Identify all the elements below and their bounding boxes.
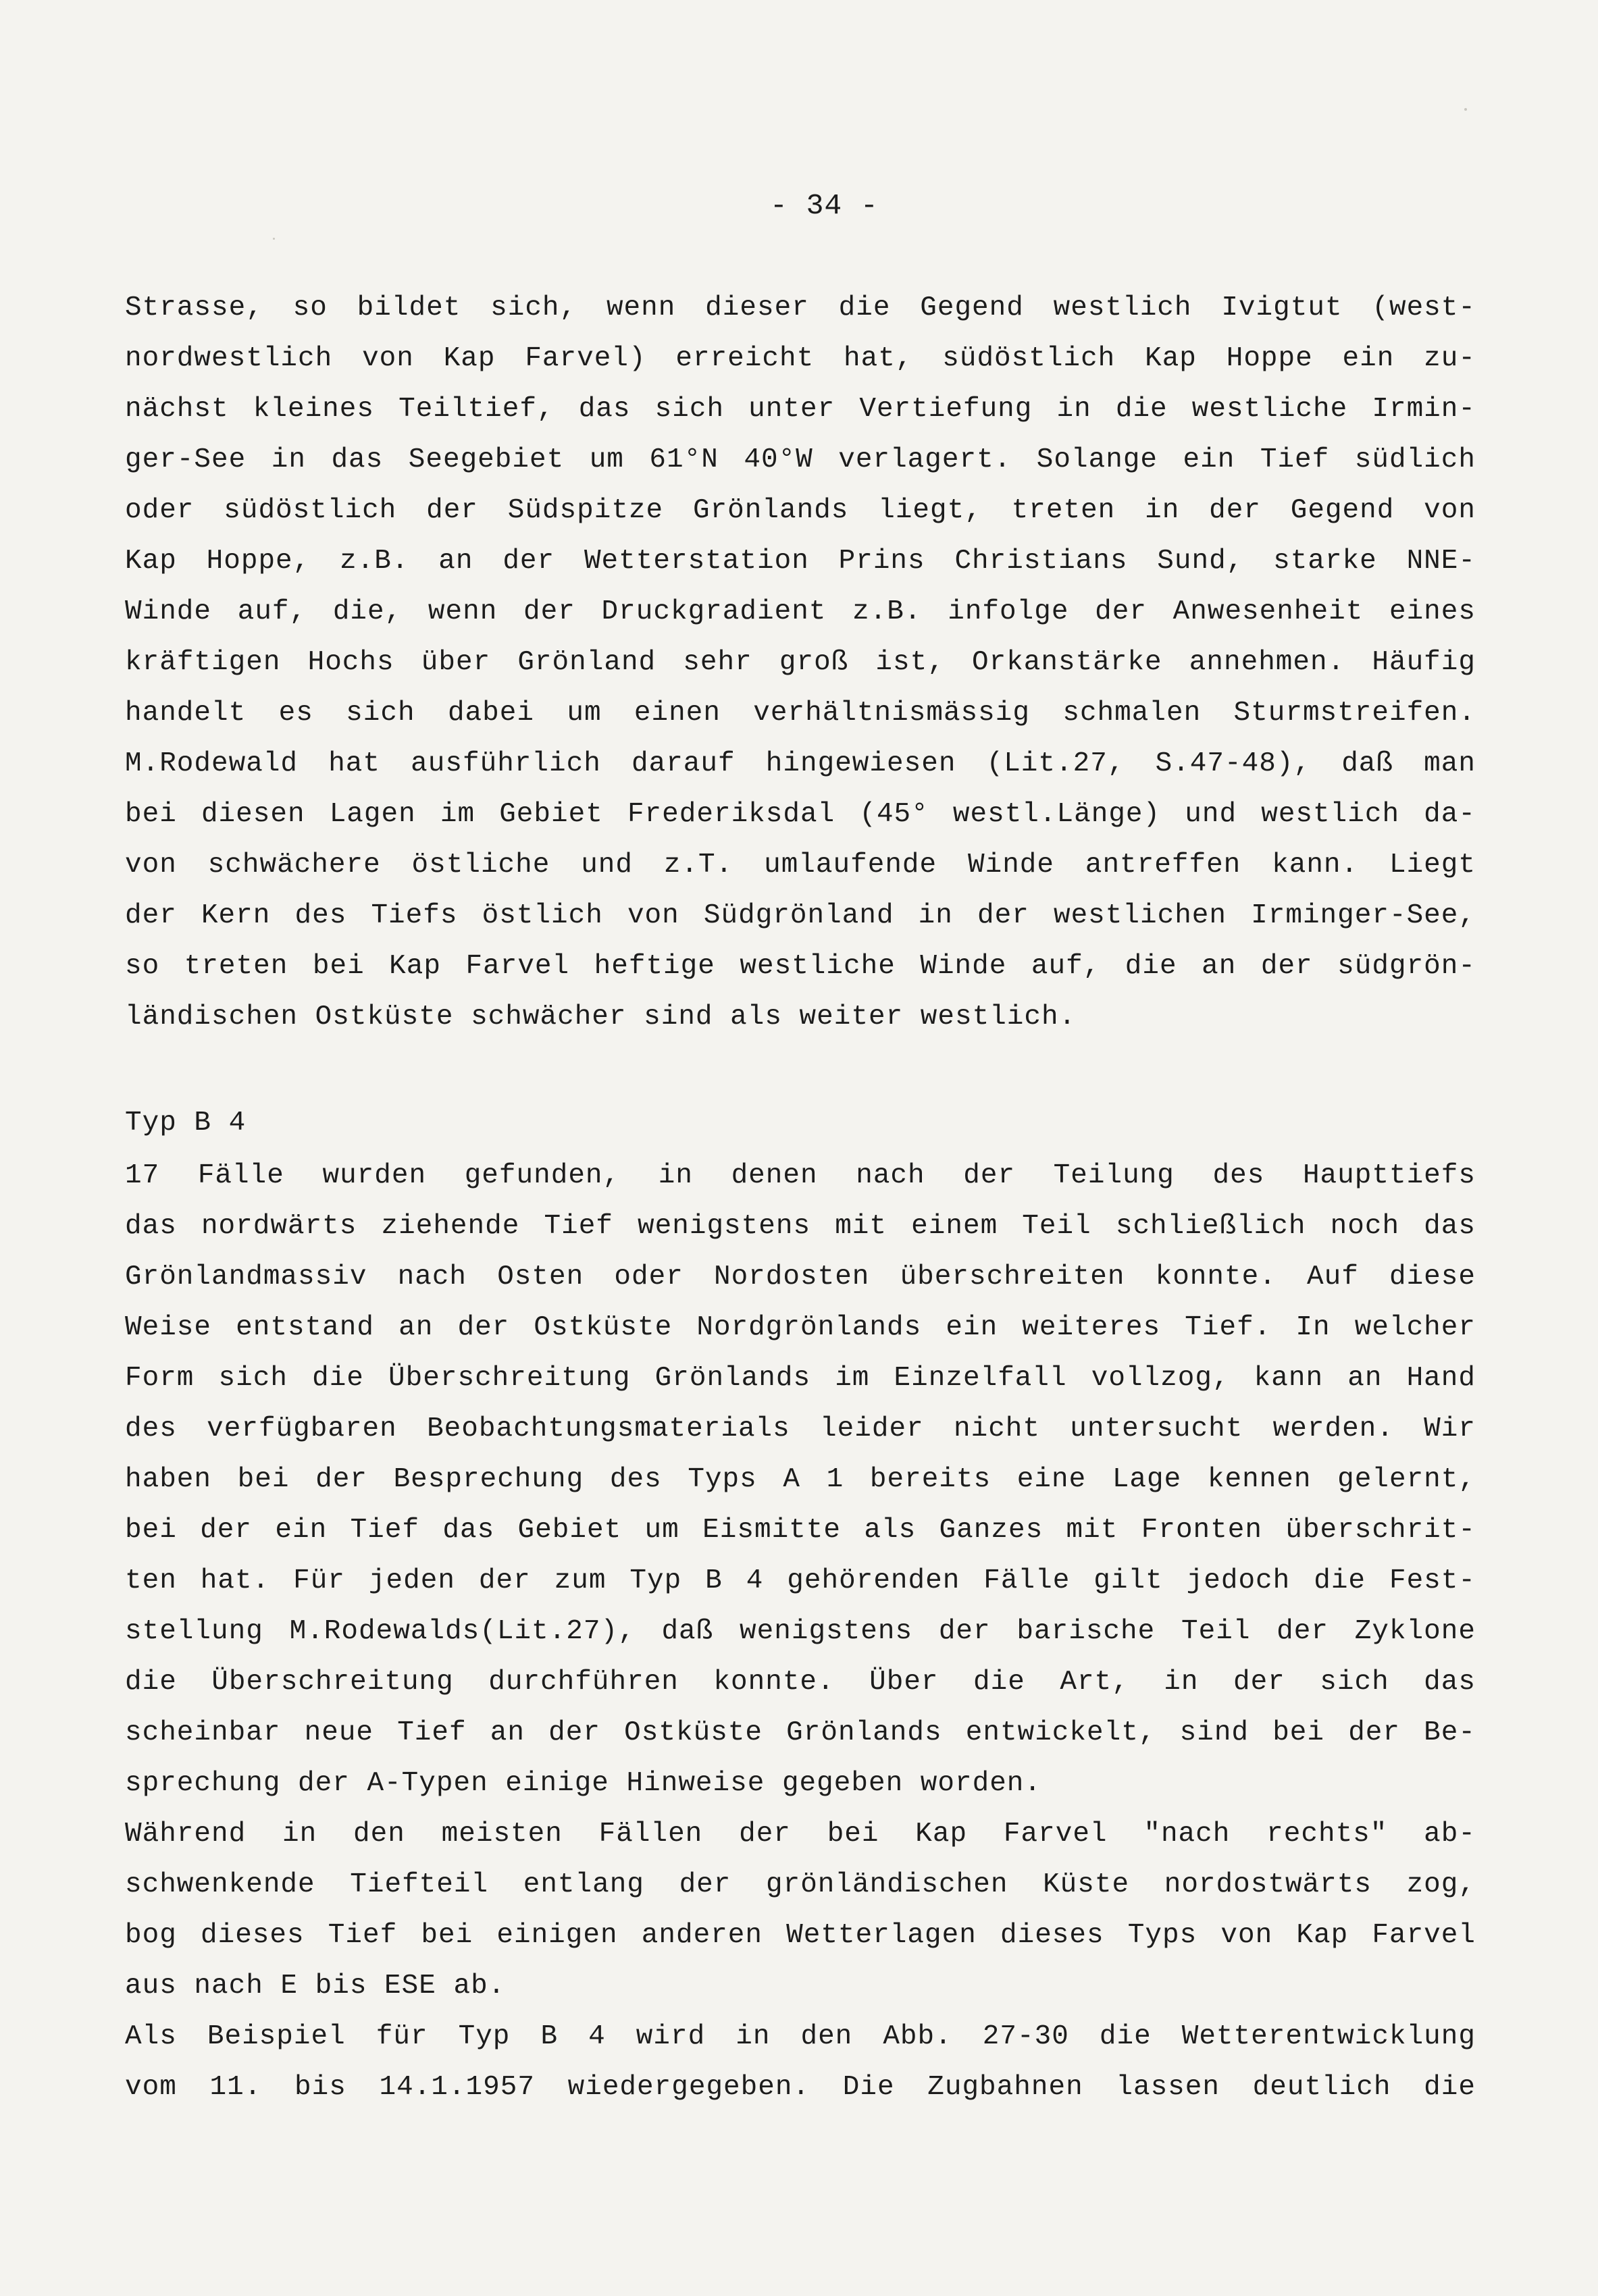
text-line: der Kern des Tiefs östlich von Südgrönland in der westlichen Irminger-See, xyxy=(125,900,1476,931)
text-line: vom 11. bis 14.1.1957 wiedergegeben. Die Zugbahnen lassen deutlich die xyxy=(125,2072,1476,2103)
scan-speck xyxy=(273,238,275,240)
text-line: bei diesen Lagen im Gebiet Frederiksdal (45° westl.Länge) und westlich da- xyxy=(125,799,1476,830)
text-line: M.Rodewald hat ausführlich darauf hingewiesen (Lit.27, S.47-48), daß man xyxy=(125,748,1476,779)
text-line: ländischen Ostküste schwächer sind als weiter westlich. xyxy=(125,1001,1077,1033)
text-line: das nordwärts ziehende Tief wenigstens mit einem Teil schließlich noch das xyxy=(125,1211,1476,1242)
text-line: bei der ein Tief das Gebiet um Eismitte als Ganzes mit Fronten überschrit- xyxy=(125,1515,1476,1546)
text-line: Kap Hoppe, z.B. an der Wetterstation Prins Christians Sund, starke NNE- xyxy=(125,546,1476,577)
text-line: Weise entstand an der Ostküste Nordgrönlands ein weiteres Tief. In welcher xyxy=(125,1312,1476,1343)
text-line: haben bei der Besprechung des Typs A 1 bereits eine Lage kennen gelernt, xyxy=(125,1464,1476,1495)
text-line: bog dieses Tief bei einigen anderen Wetterlagen dieses Typs von Kap Farvel xyxy=(125,1920,1476,1951)
text-line: kräftigen Hochs über Grönland sehr groß ist, Orkanstärke annehmen. Häufig xyxy=(125,647,1476,678)
text-line: des verfügbaren Beobachtungsmaterials leider nicht untersucht werden. Wir xyxy=(125,1413,1476,1444)
text-line: nächst kleines Teiltief, das sich unter Vertiefung in die westliche Irmin- xyxy=(125,394,1476,425)
text-line: sprechung der A-Typen einige Hinweise gegeben worden. xyxy=(125,1768,1042,1799)
text-line: die Überschreitung durchführen konnte. Über die Art, in der sich das xyxy=(125,1667,1476,1698)
text-line: stellung M.Rodewalds(Lit.27), daß wenigstens der barische Teil der Zyklone xyxy=(125,1616,1476,1647)
text-line: Während in den meisten Fällen der bei Kap Farvel "nach rechts" ab- xyxy=(125,1819,1476,1850)
text-line: schwenkende Tiefteil entlang der grönländischen Küste nordostwärts zog, xyxy=(125,1869,1476,1900)
text-line: nordwestlich von Kap Farvel) erreicht hat, südöstlich Kap Hoppe ein zu- xyxy=(125,343,1476,374)
text-line: 17 Fälle wurden gefunden, in denen nach der Teilung des Haupttiefs xyxy=(125,1160,1476,1191)
text-line: so treten bei Kap Farvel heftige westliche Winde auf, die an der südgrön- xyxy=(125,951,1476,982)
text-line: scheinbar neue Tief an der Ostküste Grönlands entwickelt, sind bei der Be- xyxy=(125,1717,1476,1748)
scan-speck xyxy=(1464,108,1467,111)
text-line: handelt es sich dabei um einen verhältnismässig schmalen Sturmstreifen. xyxy=(125,698,1476,729)
text-line: aus nach E bis ESE ab. xyxy=(125,1971,506,2002)
text-line: Strasse, so bildet sich, wenn dieser die Gegend westlich Ivigtut (west- xyxy=(125,292,1476,323)
text-line: Als Beispiel für Typ B 4 wird in den Abb. 27-30 die Wetterentwicklung xyxy=(125,2021,1476,2052)
text-line: Form sich die Überschreitung Grönlands im Einzelfall vollzog, kann an Hand xyxy=(125,1363,1476,1394)
text-line: Winde auf, die, wenn der Druckgradient z.B. infolge der Anwesenheit eines xyxy=(125,596,1476,627)
text-line: von schwächere östliche und z.T. umlaufende Winde antreffen kann. Liegt xyxy=(125,850,1476,881)
section-heading: Typ B 4 xyxy=(125,1107,247,1139)
text-line: ger-See in das Seegebiet um 61°N 40°W verlagert. Solange ein Tief südlich xyxy=(125,444,1476,475)
text-line: ten hat. Für jeden der zum Typ B 4 gehörenden Fälle gilt jedoch die Fest- xyxy=(125,1565,1476,1596)
text-line: oder südöstlich der Südspitze Grönlands liegt, treten in der Gegend von xyxy=(125,495,1476,526)
page-number: - 34 - xyxy=(770,189,879,222)
text-line: Grönlandmassiv nach Osten oder Nordosten überschreiten konnte. Auf diese xyxy=(125,1261,1476,1293)
